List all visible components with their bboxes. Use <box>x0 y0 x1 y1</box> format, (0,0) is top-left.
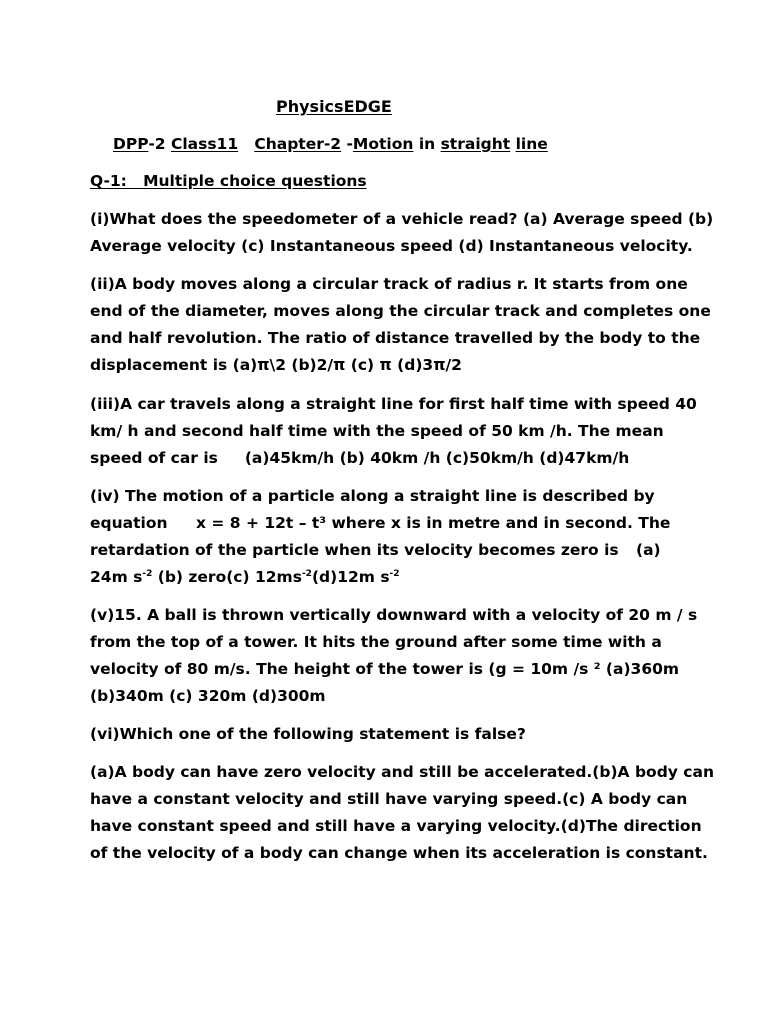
question-6-options-line-3: have constant speed and still have a varying velocity.(d)The direction <box>90 817 702 835</box>
question-4-line-3a: retardation of the particle when its velocity becomes zero is <box>90 541 619 559</box>
subtitle-chapter: Chapter-2 <box>254 135 342 153</box>
question-3-line-1: (iii)A car travels along a straight line for first half time with speed 40 <box>90 395 697 413</box>
question-6-options-line-4: of the velocity of a body can change when its acceleration is constant. <box>90 844 708 862</box>
document-title: PhysicsEDGE <box>276 97 392 116</box>
question-4-line-2a: equation <box>90 514 168 532</box>
question-5-line-1: (v)15. A ball is thrown vertically downward with a velocity of 20 m / s <box>90 606 698 624</box>
subtitle-dash: - <box>346 135 353 153</box>
question-2-line-4: displacement is (a)π\2 (b)2/π (c) π (d)3π/2 <box>90 356 462 374</box>
question-4-line-4-part-2: (b) zero(c) 12ms <box>152 568 302 586</box>
subtitle-straight: straight <box>440 135 511 153</box>
question-3-line-3: speed of car is (a)45km/h (b) 40km /h (c)50km/h (d)47km/h <box>90 449 630 467</box>
question-4-line-4 <box>90 567 400 587</box>
question-2-line-3: and half revolution. The ratio of distance travelled by the body to the <box>90 329 701 347</box>
subtitle-line: line <box>515 135 548 153</box>
question-6-line-1: (vi)Which one of the following statement is false? <box>90 725 526 743</box>
question-6-options-line-1: (a)A body can have zero velocity and still be accelerated.(b)A body can <box>90 763 714 781</box>
question-4-line-4-part-3: (d)12m s <box>311 568 390 586</box>
question-5-line-3: velocity of 80 m/s. The height of the tower is (g = 10m /s ² (a)360m <box>90 660 680 678</box>
document-subtitle <box>113 134 548 154</box>
question-2-line-1: (ii)A body moves along a circular track of radius r. It starts from one <box>90 275 688 293</box>
question-5-line-2: from the top of a tower. It hits the ground after some time with a <box>90 633 662 651</box>
question-4-superscript-2: -2 <box>301 568 312 579</box>
question-5-line-4: (b)340m (c) 320m (d)300m <box>90 687 326 705</box>
question-1-line-1: (i)What does the speedometer of a vehicle read? (a) Average speed (b) <box>90 210 714 228</box>
subtitle-motion: Motion <box>352 135 414 153</box>
subtitle-number: -2 <box>148 135 166 153</box>
question-1-line-2: Average velocity (c) Instantaneous speed (d) Instantaneous velocity. <box>90 237 693 255</box>
question-3-line-2: km/ h and second half time with the speed of 50 km /h. The mean <box>90 422 664 440</box>
question-4-line-2b: x = 8 + 12t – t³ where x is in metre and in second. The <box>196 514 671 532</box>
question-4-superscript-3: -2 <box>389 568 400 579</box>
question-4-line-1: (iv) The motion of a particle along a straight line is described by <box>90 487 655 505</box>
question-2-line-2: end of the diameter, moves along the circular track and completes one <box>90 302 711 320</box>
subtitle-class: Class11 <box>170 135 239 153</box>
subtitle-dpp: DPP <box>113 135 149 153</box>
section-heading: Q-1: Multiple choice questions <box>90 172 367 190</box>
question-6-options-line-2: have a constant velocity and still have varying speed.(c) A body can <box>90 790 688 808</box>
question-4-line-4-part-1: 24m s <box>90 568 143 586</box>
subtitle-in: in <box>418 135 436 153</box>
question-4-superscript-1: -2 <box>142 568 153 579</box>
question-4-line-3b: (a) <box>636 541 661 559</box>
